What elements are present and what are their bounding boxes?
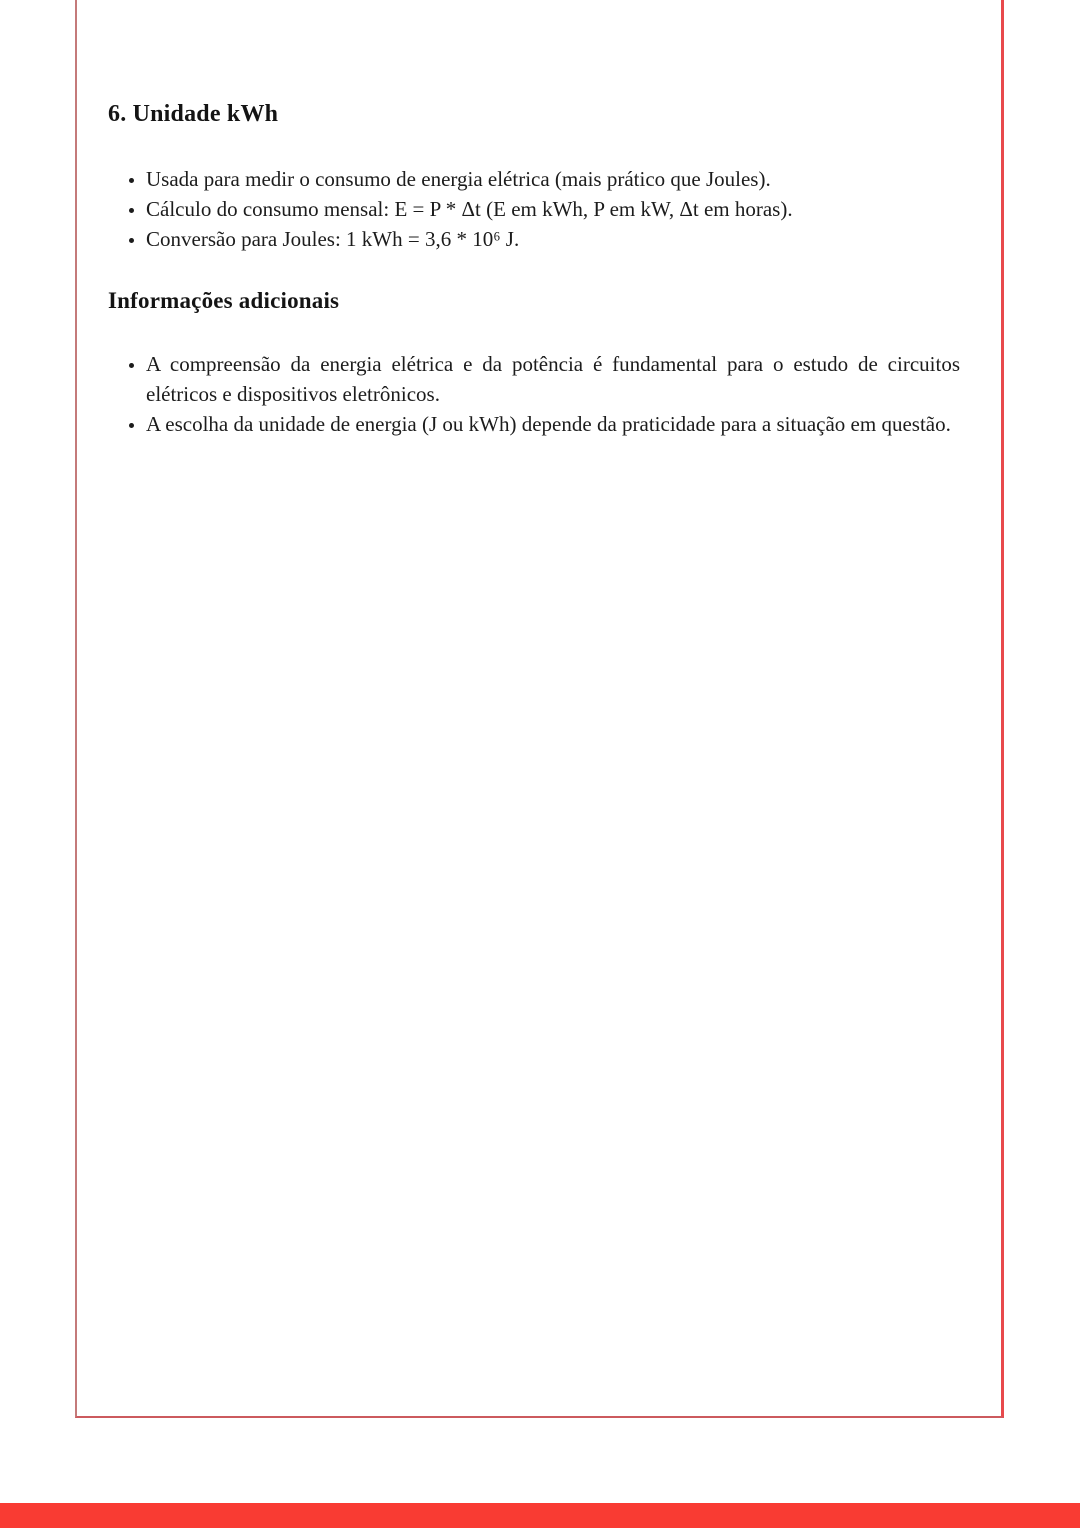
list-item: • Usada para medir o consumo de energia elétrica (mais prático que Joules). xyxy=(146,164,960,194)
section-heading: 6. Unidade kWh xyxy=(108,101,279,127)
list-item: • Conversão para Joules: 1 kWh = 3,6 * 10⁶ J. xyxy=(146,224,960,254)
bullet-list-informacoes-adicionais xyxy=(108,349,960,439)
footer-accent-bar xyxy=(0,1503,1080,1528)
list-item: • A compreensão da energia elétrica e da potência é fundamental para o estudo de circuitos elétricos e dispositivos eletrônicos. xyxy=(146,349,960,409)
subsection-heading: Informações adicionais xyxy=(108,287,340,313)
document-content xyxy=(108,100,960,439)
list-item: • Cálculo do consumo mensal: E = P * Δt (E em kWh, P em kW, Δt em horas). xyxy=(146,194,960,224)
bullet-list-unidade-kwh xyxy=(108,164,960,254)
list-item: • A escolha da unidade de energia (J ou kWh) depende da praticidade para a situação em questão. xyxy=(146,409,960,439)
